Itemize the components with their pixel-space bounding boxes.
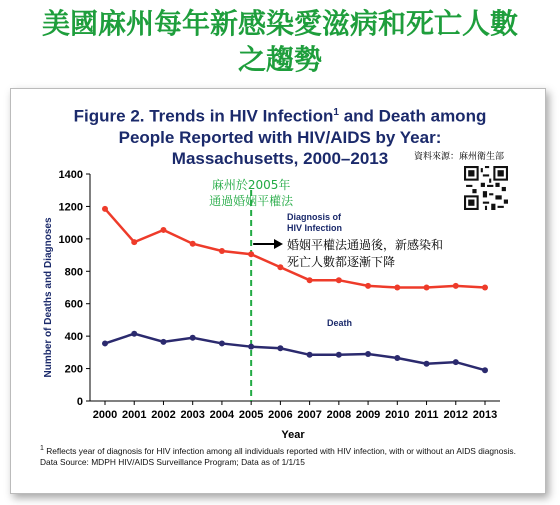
- y-tick-label: 400: [64, 331, 83, 344]
- x-tick-label: 2003: [180, 409, 205, 421]
- x-tick-label: 2011: [414, 409, 439, 421]
- series-label-diagnosis-line-1: Diagnosis of: [287, 212, 342, 222]
- series-1-point: [453, 283, 459, 289]
- x-tick-label: 2004: [209, 409, 235, 421]
- y-tick-label: 1200: [58, 201, 83, 214]
- y-tick-label: 0: [76, 396, 83, 408]
- y-tick-label: 800: [64, 266, 83, 279]
- series-1-point: [102, 206, 108, 212]
- footnote: [40, 443, 540, 468]
- figure-title-line-2: People Reported with HIV/AIDS by Year:: [118, 127, 442, 147]
- series-2-point: [131, 331, 137, 337]
- x-axis-title: Year: [281, 429, 305, 441]
- series-1-point: [248, 251, 254, 257]
- x-tick-label: 2010: [385, 409, 410, 421]
- series-2-point: [160, 339, 166, 345]
- y-tick-label: 600: [64, 298, 83, 311]
- y-axis-title: Number of Deaths and Diagnoses: [43, 217, 54, 378]
- series-1-point: [219, 248, 225, 254]
- series-1-point: [190, 241, 196, 247]
- figure-title-line-3: Massachusetts, 2000–2013: [171, 148, 389, 168]
- series-2-point: [307, 352, 313, 358]
- annotation-arrow-icon: [274, 239, 283, 249]
- marker-label-line-1: 麻州於2005年: [211, 178, 291, 192]
- annotation-line-2: 死亡人數都逐漸下降: [287, 255, 396, 269]
- headline-line-2: 之趨勢: [237, 43, 322, 76]
- series-1-point: [365, 283, 371, 289]
- x-tick-label: 2006: [268, 409, 293, 421]
- series-1-point: [307, 277, 313, 283]
- series-2-point: [336, 352, 342, 358]
- x-tick-label: 2001: [121, 409, 147, 421]
- y-tick-label: 200: [64, 363, 83, 376]
- figure-title-line-1b: and Death among: [338, 106, 487, 126]
- series-2-point: [482, 367, 488, 373]
- x-tick-label: 2013: [472, 409, 498, 421]
- series-1-point: [160, 227, 166, 233]
- series-1-point: [131, 239, 137, 245]
- series-2-point: [453, 359, 459, 365]
- x-tick-label: 2002: [151, 409, 176, 421]
- footnote-line-1: Reflects year of diagnosis for HIV infection among all individuals reported with HIV infection, with or without an AIDS diagnosis.: [43, 445, 516, 456]
- marker-label-line-2: 通過婚姻平權法: [209, 194, 294, 208]
- series-2-point: [277, 345, 283, 351]
- series-2-point: [219, 340, 225, 346]
- footnote-line-2: Data Source: MDPH HIV/AIDS Surveillance Program; Data as of 1/1/15: [40, 456, 305, 467]
- x-tick-label: 2007: [297, 409, 322, 421]
- series-1-point: [482, 285, 488, 291]
- footnote-marker: 1: [40, 445, 44, 452]
- y-tick-label: 1000: [58, 233, 83, 246]
- series-1-point: [394, 285, 400, 291]
- series-1-point: [336, 277, 342, 283]
- series-label-death: Death: [327, 318, 353, 328]
- series-2-point: [248, 344, 254, 350]
- figure-title-line-1a: Figure 2. Trends in HIV Infection: [73, 106, 334, 126]
- series-2-point: [365, 351, 371, 357]
- annotation-line-1: 婚姻平權法通過後，新感染和: [287, 238, 444, 252]
- x-tick-label: 2012: [443, 409, 469, 421]
- series-2-point: [102, 340, 108, 346]
- series-1-point: [424, 285, 430, 291]
- series-1-point: [277, 264, 283, 270]
- x-tick-label: 2000: [92, 409, 118, 421]
- series-2-point: [424, 361, 430, 367]
- x-tick-label: 2009: [355, 409, 381, 421]
- series-2-point: [394, 355, 400, 361]
- source-note: 資料來源：麻州衛生部: [414, 152, 505, 162]
- series-label-diagnosis-line-2: HIV Infection: [287, 223, 343, 233]
- series-2-point: [190, 335, 196, 341]
- y-tick-label: 1400: [58, 169, 83, 181]
- x-tick-label: 2008: [326, 409, 352, 421]
- figure-title-superscript: 1: [333, 107, 339, 118]
- x-tick-label: 2005: [238, 409, 264, 421]
- headline-line-1: 美國麻州每年新感染愛滋病和死亡人數: [41, 7, 518, 40]
